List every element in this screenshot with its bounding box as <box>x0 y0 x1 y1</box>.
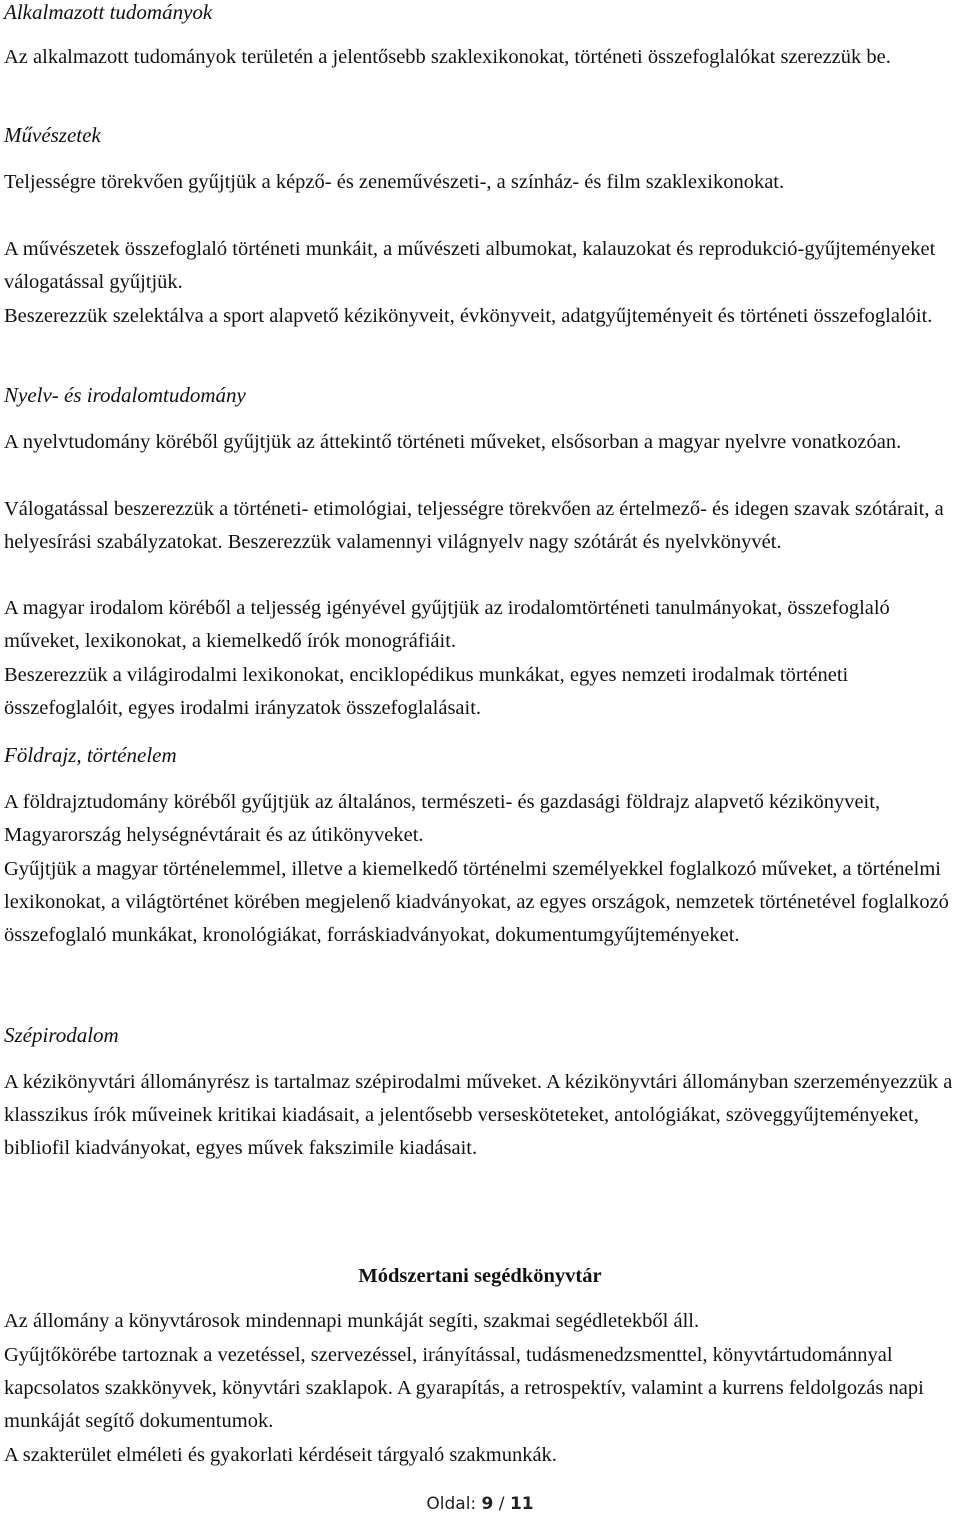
paragraph-modszertani-3: A szakterület elméleti és gyakorlati kérdéseit tárgyaló szakmunkák. <box>4 1444 557 1466</box>
paragraph-modszertani-2: Gyűjtőkörébe tartoznak a vezetéssel, szervezéssel, irányítással, tudásmenedzsmenttel, könyvtártudománnyal kapcsolatos szakkönyvek, könyvtári szaklapok. A gyarapítás, a retrospektív, valamint a kurrens feldolgozás napi munkáját segítő dokumentumok. <box>4 1344 924 1432</box>
paragraph-nyelv-3: A magyar irodalom köréből a teljesség igényével gyűjtjük az irodalomtörténeti tanulmányokat, összefoglaló műveket, lexikonokat, a kiemelkedő írók monográfiáit. <box>4 597 890 652</box>
paragraph-foldrajz-2: Gyűjtjük a magyar történelemmel, illetve a kiemelkedő történelmi személyekkel foglalkozó műveket, a történelmi lexikonokat, a világtörténet körében megjelenő kiadványokat, az egyes országok, nemzetek történetével foglalkozó összefoglaló munkákat, kronológiákat, forráskiadványokat, dokumentumgyűjteményeket. <box>4 858 949 946</box>
page-number-current: 9 <box>481 1494 494 1514</box>
section-heading-foldrajz: Földrajz, történelem <box>4 743 177 767</box>
paragraph-muveszetek-2: A művészetek összefoglaló történeti munkáit, a művészeti albumokat, kalauzokat és reprodukció-gyűjteményeket válogatással gyűjtjük. <box>4 238 936 293</box>
paragraph-nyelv-1: A nyelvtudomány köréből gyűjtjük az áttekintő történeti műveket, elsősorban a magyar nyelvre vonatkozóan. <box>4 431 902 453</box>
paragraph-nyelv-4: Beszerezzük a világirodalmi lexikonokat, enciklopédikus munkákat, egyes nemzeti irodalmak történeti összefoglalóit, egyes irodalmi irányzatok összefoglalásait. <box>4 664 849 719</box>
paragraph-szepirodalom-1: A kézikönyvtári állományrész is tartalmaz szépirodalmi műveket. A kézikönyvtári állományban szerzeményezzük a klasszikus írók műveinek kritikai kiadásait, a jelentősebb versesköteteket, antológiákat, szöveggyűjteményeket, bibliofil kiadványokat, egyes művek fakszimile kiadásait. <box>4 1071 953 1159</box>
section-heading-szepirodalom: Szépirodalom <box>4 1023 119 1047</box>
page-number-total: 11 <box>509 1494 534 1514</box>
page-footer <box>0 1492 960 1516</box>
paragraph-modszertani-1: Az állomány a könyvtárosok mindennapi munkáját segíti, szakmai segédletekből áll. <box>4 1310 700 1332</box>
section-heading-muveszetek: Művészetek <box>4 123 101 147</box>
section-heading-alkalmazott: Alkalmazott tudományok <box>4 0 213 24</box>
section-title-modszertani: Módszertani segédkönyvtár <box>358 1265 602 1287</box>
paragraph-nyelv-2: Válogatással beszerezzük a történeti- etimológiai, teljességre törekvően az értelmező- és idegen szavak szótárait, a helyesírási szabályzatokat. Beszerezzük valamennyi világnyelv nagy szótárát és nyelvkönyvét. <box>4 498 944 553</box>
page-number-label: Oldal: <box>426 1494 477 1514</box>
paragraph-muveszetek-3: Beszerezzük szelektálva a sport alapvető kézikönyveit, évkönyveit, adatgyűjteményeit és történeti összefoglalóit. <box>4 305 933 327</box>
section-heading-nyelv: Nyelv- és irodalomtudomány <box>4 383 246 407</box>
paragraph-alkalmazott-1: Az alkalmazott tudományok területén a jelentősebb szaklexikonokat, történeti összefoglalókat szerezzük be. <box>4 46 891 68</box>
paragraph-muveszetek-1: Teljességre törekvően gyűjtjük a képző- és zeneművészeti-, a színház- és film szaklexikonokat. <box>4 171 785 193</box>
paragraph-foldrajz-1: A földrajztudomány köréből gyűjtjük az általános, természeti- és gazdasági földrajz alapvető kézikönyveit, Magyarország helységnévtárait és az útikönyveket. <box>4 791 881 846</box>
page-number-separator: / <box>498 1494 505 1514</box>
